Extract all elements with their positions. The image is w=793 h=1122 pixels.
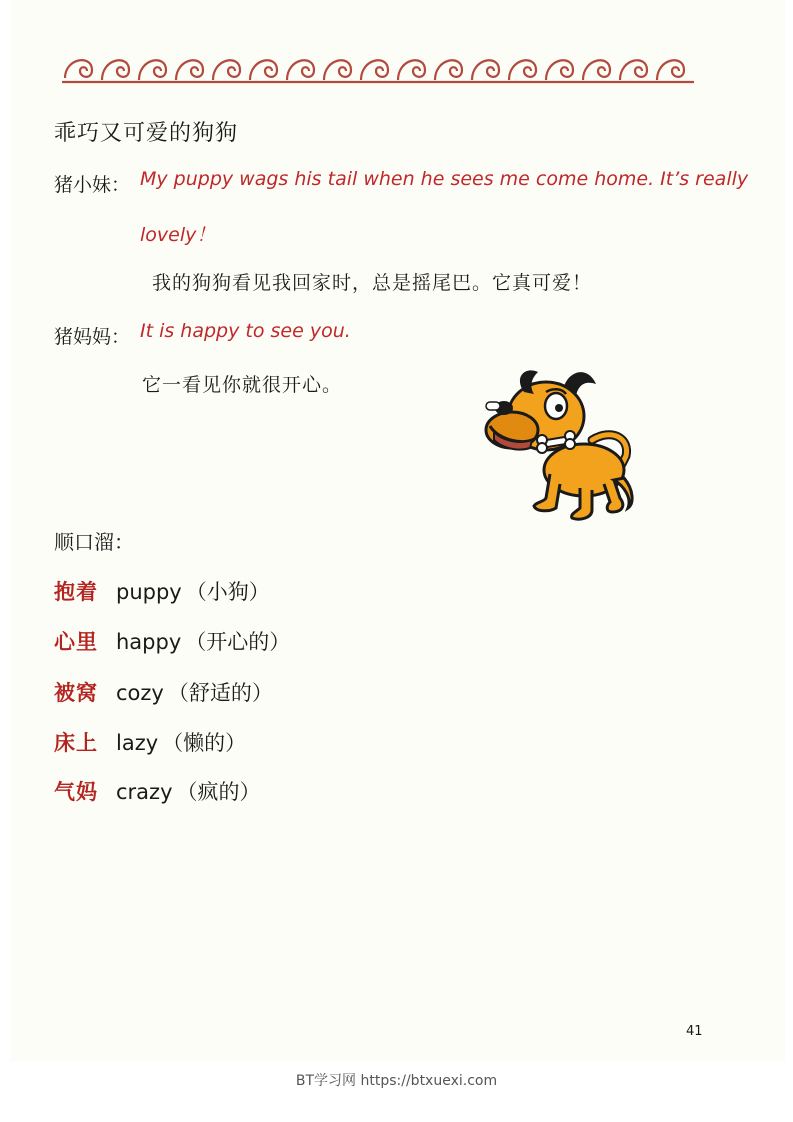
chant-line: [54, 776, 261, 806]
chant-english: crazy: [116, 780, 173, 804]
english-line-sister-1: My puppy wags his tail when he sees me come home. It’s really: [140, 168, 749, 190]
chant-line: [54, 576, 270, 606]
chant-gloss: （小狗）: [185, 580, 270, 604]
english-line-mother: It is happy to see you.: [140, 320, 351, 342]
chant-english: happy: [116, 630, 182, 654]
chant-chinese: 被窝: [54, 681, 98, 705]
chant-gloss: （开心的）: [185, 630, 291, 654]
chant-gloss: （疯的）: [176, 780, 261, 804]
speaker-label-sister: 猪小妹：: [54, 174, 131, 196]
chinese-translation-mother: 它一看见你就很开心。: [142, 374, 343, 396]
page-number: 41: [686, 1024, 703, 1039]
chant-line: [54, 677, 273, 707]
chant-line: [54, 727, 246, 757]
footer-watermark[interactable]: BT学习网 https://btxuexi.com: [295, 1073, 498, 1089]
chant-english: cozy: [116, 681, 164, 705]
decorative-swirl-border: [60, 44, 700, 90]
chinese-translation-sister: 我的狗狗看见我回家时，总是摇尾巴。它真可爱！: [152, 272, 593, 294]
chant-gloss: （懒的）: [162, 731, 247, 755]
chant-chinese: 气妈: [54, 780, 98, 804]
chant-english: puppy: [116, 580, 182, 604]
chant-gloss: （舒适的）: [167, 681, 273, 705]
page-title: 乖巧又可爱的狗狗: [54, 121, 239, 146]
chant-heading: 顺口溜：: [54, 530, 134, 554]
chant-english: lazy: [116, 731, 159, 755]
chant-line: [54, 626, 290, 656]
chant-chinese: 床上: [54, 731, 98, 755]
english-line-sister-2: lovely！: [140, 224, 216, 246]
speaker-label-mother: 猪妈妈：: [54, 326, 131, 348]
cartoon-dog-illustration: [484, 358, 644, 523]
chant-chinese: 抱着: [54, 580, 98, 604]
chant-chinese: 心里: [54, 630, 98, 654]
